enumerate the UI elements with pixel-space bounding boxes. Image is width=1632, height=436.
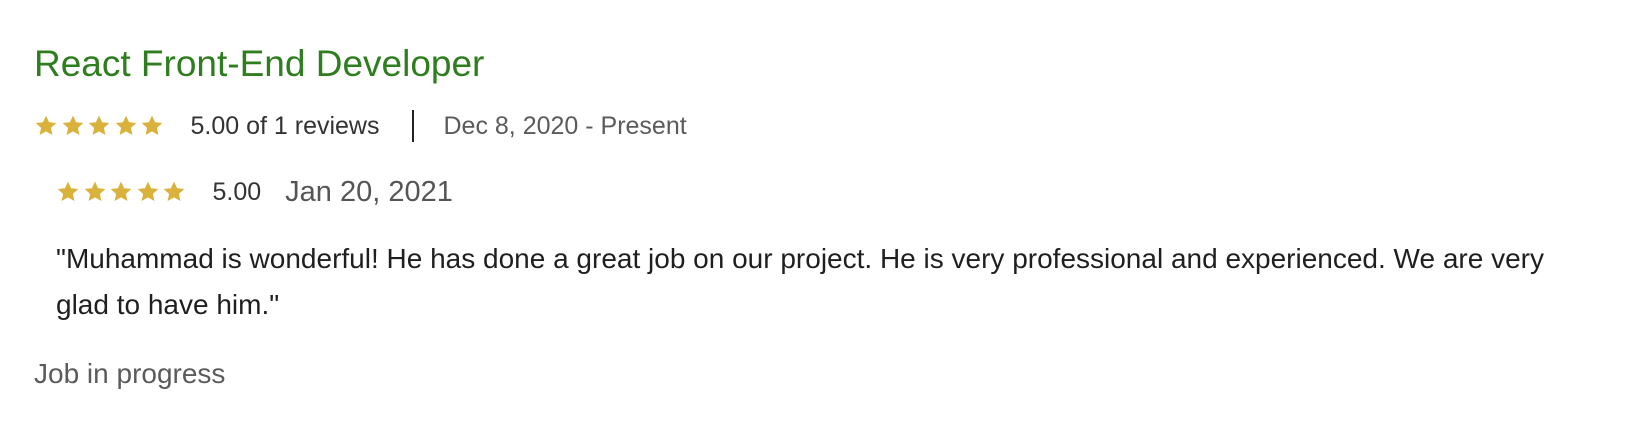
star-icon (109, 180, 133, 204)
star-icon (87, 114, 111, 138)
review-score: 5.00 (212, 177, 262, 206)
review-header (56, 170, 453, 214)
star-icon (162, 180, 186, 204)
job-summary-row (34, 104, 687, 148)
job-title[interactable]: React Front-End Developer (34, 43, 485, 84)
job-status: Job in progress (34, 358, 226, 389)
star-icon (114, 114, 138, 138)
star-icon (83, 180, 107, 204)
review-star-rating (56, 180, 189, 204)
divider (412, 110, 414, 142)
star-icon (136, 180, 160, 204)
summary-star-rating (34, 114, 167, 138)
job-date-range: Dec 8, 2020 - Present (443, 111, 687, 140)
star-icon (56, 180, 80, 204)
review-text: "Muhammad is wonderful! He has done a great job on our project. He is very professional and experienced. We are very glad to have him." (56, 243, 1544, 320)
star-icon (34, 114, 58, 138)
summary-rating-text: 5.00 of 1 reviews (190, 111, 380, 140)
star-icon (140, 114, 164, 138)
star-icon (61, 114, 85, 138)
review-date: Jan 20, 2021 (285, 175, 453, 208)
